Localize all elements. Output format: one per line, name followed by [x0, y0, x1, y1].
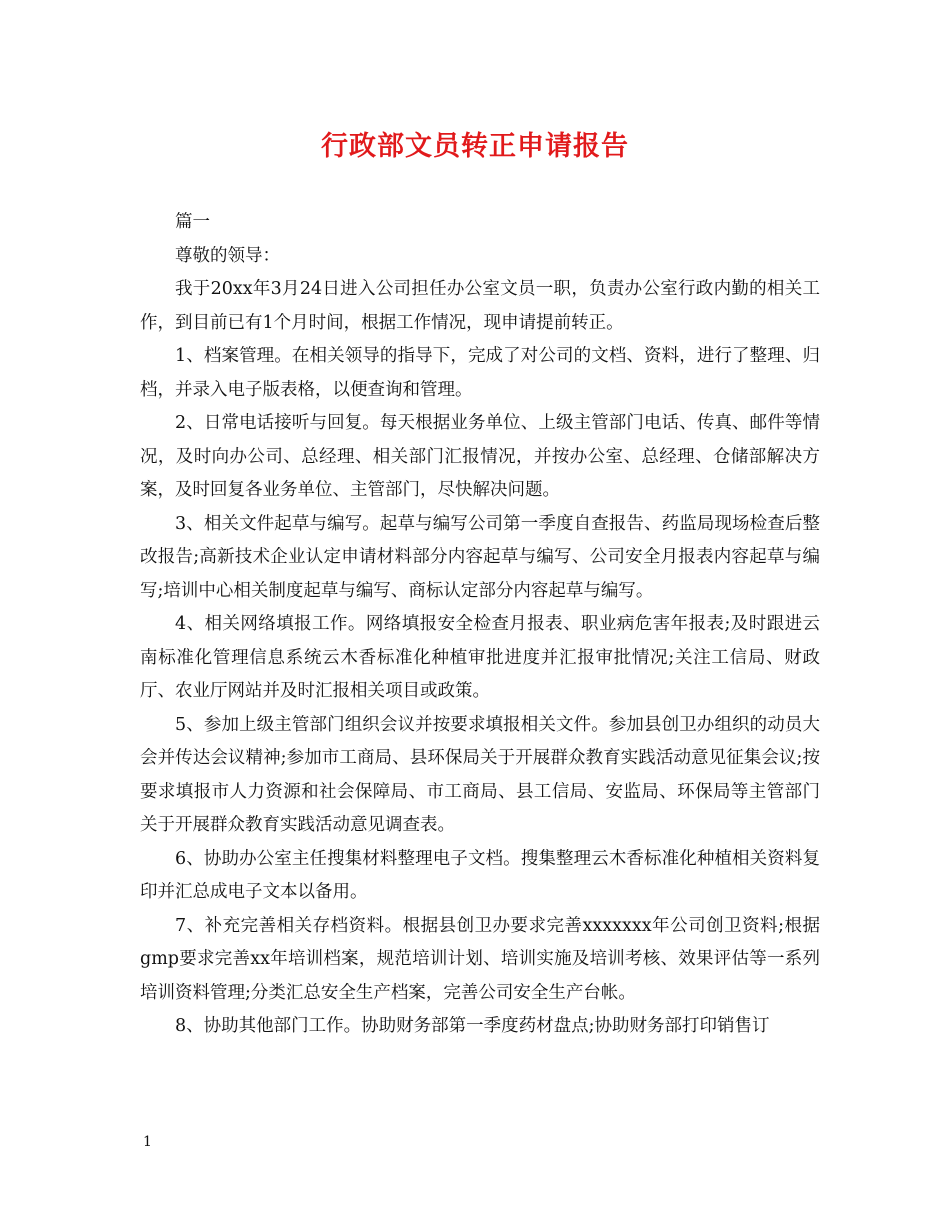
document-title: 行政部文员转正申请报告 [321, 131, 629, 162]
intro-paragraph: 我于20xx年3月24日进入公司担任办公室文员一职，负责办公室行政内勤的相关工作，到目前已有1个月时间，根据工作情况，现申请提前转正。 [140, 279, 820, 333]
paragraph-item-3: 3、相关文件起草与编写。起草与编写公司第一季度自查报告、药监局现场检查后整改报告;高新技术企业认定申请材料部分内容起草与编写、公司安全月报表内容起草与编写;培训中心相关制度起草与编写、商标认定部分内容起草与编写。 [140, 513, 820, 601]
document-body [140, 206, 820, 1044]
paragraph-item-2: 2、日常电话接听与回复。每天根据业务单位、上级主管部门电话、传真、邮件等情况，及时向办公司、总经理、相关部门汇报情况，并按办公室、总经理、仓储部解决方案，及时回复各业务单位、主管部门，尽快解决问题。 [140, 413, 820, 500]
paragraph-item-6: 6、协助办公室主任搜集材料整理电子文档。搜集整理云木香标准化种植相关资料复印并汇总成电子文本以备用。 [140, 848, 820, 902]
section-heading: 篇一 [175, 212, 210, 232]
paragraph-item-8: 8、协助其他部门工作。协助财务部第一季度药材盘点;协助财务部打印销售订 [175, 1016, 770, 1036]
paragraph-item-5: 5、参加上级主管部门组织会议并按要求填报相关文件。参加县创卫办组织的动员大会并传达会议精神;参加市工商局、县环保局关于开展群众教育实践活动意见征集会议;按要求填报市人力资源和社会保障局、市工商局、县工信局、安监局、环保局等主管部门关于开展群众教育实践活动意见调查表。 [140, 714, 820, 835]
paragraph-item-4: 4、相关网络填报工作。网络填报安全检查月报表、职业病危害年报表;及时跟进云南标准化管理信息系统云木香标准化种植审批进度并汇报审批情况;关注工信局、财政厅、农业厅网站并及时汇报相关项目或政策。 [140, 614, 820, 701]
salutation: 尊敬的领导： [175, 245, 280, 266]
page-number: 1 [143, 1134, 152, 1150]
paragraph-item-1: 1、档案管理。在相关领导的指导下，完成了对公司的文档、资料，进行了整理、归档，并录入电子版表格，以便查询和管理。 [140, 346, 820, 400]
paragraph-item-7: 7、补充完善相关存档资料。根据县创卫办要求完善xxxxxxx年公司创卫资料;根据gmp要求完善xx年培训档案，规范培训计划、培训实施及培训考核、效果评估等一系列培训资料管理;分类汇总安全生产档案，完善公司安全生产台帐。 [140, 915, 820, 1003]
